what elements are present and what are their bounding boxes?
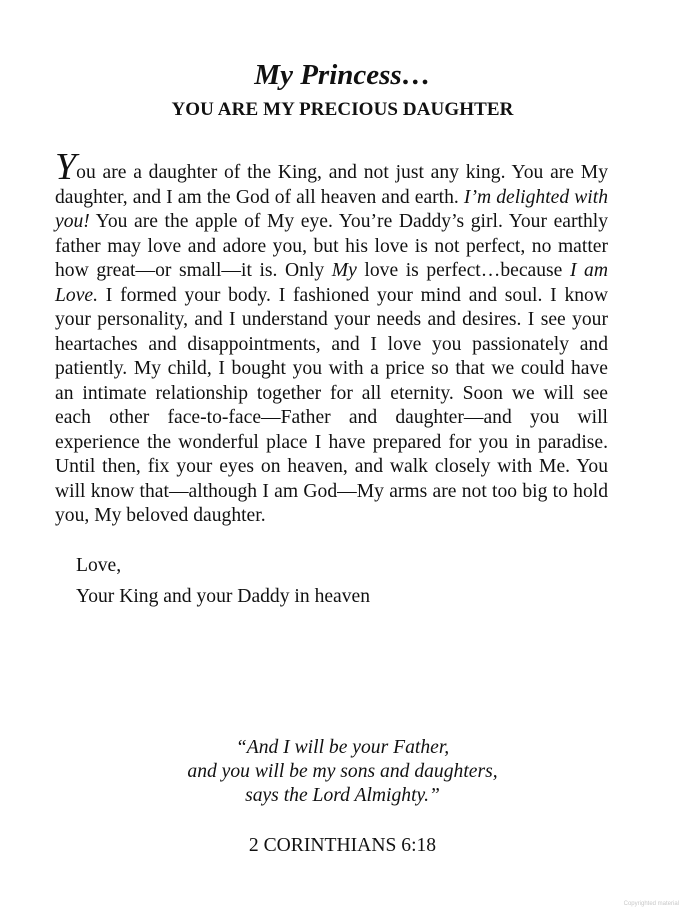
quote-line: “And I will be your Father, xyxy=(235,737,450,758)
body-segment: love is perfect…because xyxy=(356,260,570,281)
body-paragraph xyxy=(55,146,608,529)
copyright-watermark: Copyrighted material xyxy=(623,901,679,907)
signoff-signature: Your King and your Daddy in heaven xyxy=(76,586,371,607)
body-segment: You are the apple of My eye. You’re Daddy’s girl. Your earthly father may love and adore you, but his love is not perfect, no matter how great—or small—it is. Only xyxy=(55,211,608,281)
scripture-reference: 2 CORINTHIANS 6:18 xyxy=(248,835,437,856)
body-segment-italic: I’m delighted with you! xyxy=(55,186,608,232)
body-segment-italic: My xyxy=(331,260,357,281)
body-segment-italic: I am Love. xyxy=(55,260,608,306)
page-subtitle: YOU ARE MY PRECIOUS DAUGHTER xyxy=(171,99,514,120)
page-title: My Princess… xyxy=(254,59,431,91)
drop-cap: Y xyxy=(55,146,77,188)
signoff-closing: Love, xyxy=(76,555,122,576)
body-segment: ou are a daughter of the King, and not just any king. You are My daughter, and I am the God of all heaven and earth. xyxy=(55,162,608,208)
body-segment: I formed your body. I fashioned your mind and soul. I know your personality, and I understand your needs and desires. I see your heartaches and disappointments, and I love you passionately and patiently. My child, I bought you with a price so that we could have an intimate relationship together for all eternity. Soon we will see each other face-to-face—Father and daughter—and you will experience the wonderful place I have prepared for you in paradise. Until then, fix your eyes on heaven, and walk closely with Me. You will know that—although I am God—My arms are not too big to hold you, My beloved daughter. xyxy=(55,284,608,526)
quote-line: and you will be my sons and daughters, xyxy=(187,761,498,782)
scripture-quote xyxy=(0,736,685,808)
quote-line: says the Lord Almighty.” xyxy=(245,785,440,806)
